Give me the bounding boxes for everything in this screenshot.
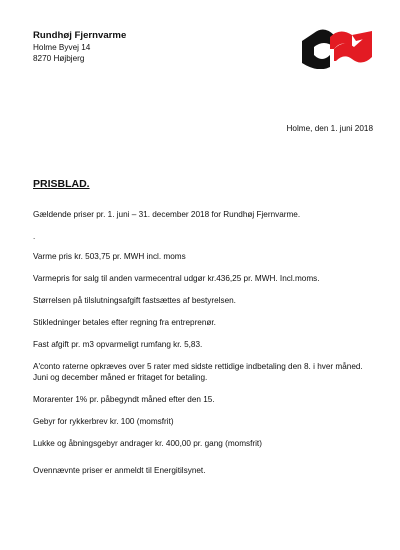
sender-street: Holme Byvej 14 — [33, 43, 91, 52]
price-item-1: Varme pris kr. 503,75 pr. MWH incl. moms — [33, 252, 186, 261]
rundhoj-logo-icon — [300, 27, 374, 69]
closing-text: Ovennævnte priser er anmeldt til Energitilsynet. — [33, 466, 206, 475]
date-line: Holme, den 1. juni 2018 — [286, 124, 373, 133]
price-item-6-cont: Juni og december måned er fritaget for betaling. — [33, 373, 208, 382]
price-item-7: Morarenter 1% pr. påbegyndt måned efter den 15. — [33, 395, 215, 404]
document-title: PRISBLAD. — [33, 178, 90, 190]
sender-block — [33, 30, 126, 64]
price-item-3: Størrelsen på tilslutningsafgift fastsættes af bestyrelsen. — [33, 296, 236, 305]
price-item-2: Varmepris for salg til anden varmecentral udgør kr.436,25 pr. MWH. Incl.moms. — [33, 274, 320, 283]
sender-city: 8270 Højbjerg — [33, 54, 85, 63]
sender-name: Rundhøj Fjernvarme — [33, 30, 127, 41]
price-item-5: Fast afgift pr. m3 opvarmeligt rumfang kr. 5,83. — [33, 340, 203, 349]
price-item-9: Lukke og åbningsgebyr andrager kr. 400,00 pr. gang (momsfrit) — [33, 439, 262, 448]
stray-mark: . — [33, 232, 36, 241]
intro-text: Gældende priser pr. 1. juni – 31. december 2018 for Rundhøj Fjernvarme. — [33, 210, 301, 219]
price-item-4: Stikledninger betales efter regning fra entreprenør. — [33, 318, 216, 327]
price-item-8: Gebyr for rykkerbrev kr. 100 (momsfrit) — [33, 417, 174, 426]
price-item-6: A'conto raterne opkræves over 5 rater med sidste rettidige indbetaling den 8. i hver måned. — [33, 362, 363, 371]
